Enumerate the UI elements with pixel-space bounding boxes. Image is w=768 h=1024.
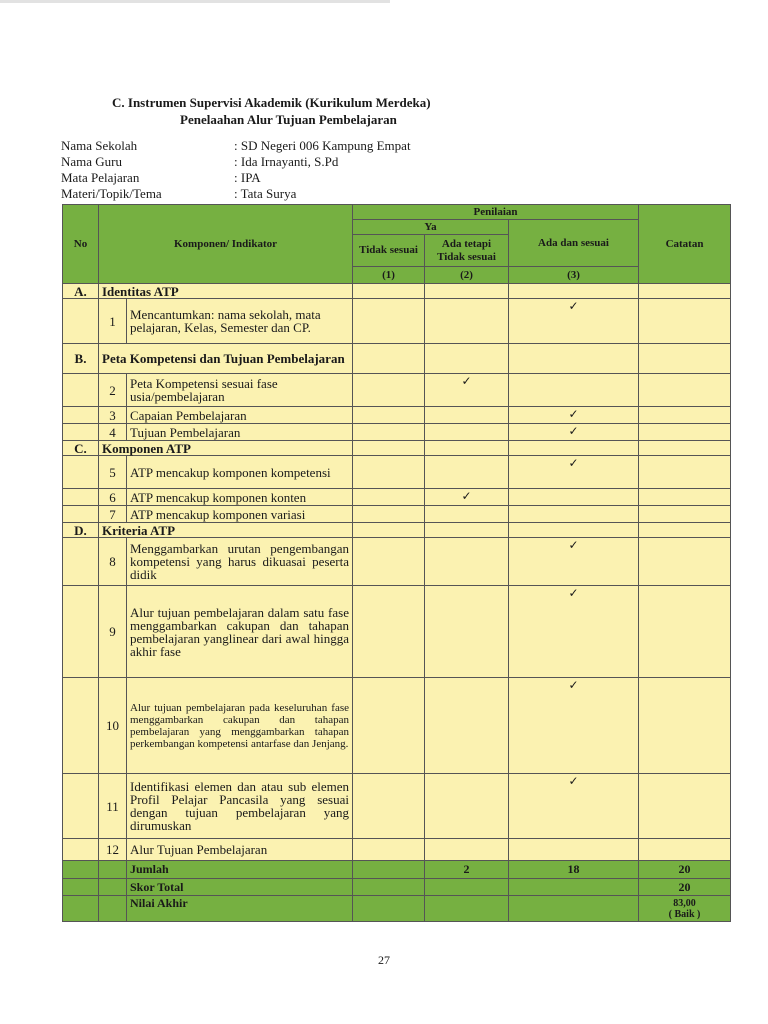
item-text: Alur tujuan pembelajaran pada keseluruhan fase menggambarkan cakupan dan tahapan pembelajaran yang menggambarkan tahapan perkembangan kompetensi antarfase dan Jenjang. [127, 678, 353, 774]
score-col3 [509, 489, 639, 506]
section-letter: C. [63, 441, 99, 456]
jumlah-catatan: 20 [639, 861, 731, 879]
table-row [63, 489, 731, 506]
table-row [63, 774, 731, 839]
table-row [63, 374, 731, 407]
item-number: 3 [99, 407, 127, 424]
score-col1 [353, 506, 425, 523]
score-col3: ✓ [509, 538, 639, 586]
score-col3 [509, 506, 639, 523]
score-col1 [353, 538, 425, 586]
section-row [63, 344, 731, 374]
score-col3: ✓ [509, 774, 639, 839]
item-number: 10 [99, 678, 127, 774]
item-number: 11 [99, 774, 127, 839]
score-col3: ✓ [509, 586, 639, 678]
table-row [63, 424, 731, 441]
document-title: C. Instrumen Supervisi Akademik (Kurikulum Merdeka) [112, 95, 431, 110]
section-title: Identitas ATP [99, 284, 353, 299]
score-col2: ✓ [425, 374, 509, 407]
item-number: 9 [99, 586, 127, 678]
score-col2 [425, 407, 509, 424]
section-row [63, 284, 731, 299]
jumlah-col3: 18 [509, 861, 639, 879]
nilai-akhir-value: 83,00 [673, 897, 696, 909]
header-tidak-sesuai: Tidak sesuai [353, 235, 425, 267]
table-row [63, 678, 731, 774]
header-ada-dan-sesuai: Ada dan sesuai [509, 220, 639, 267]
item-text: Alur tujuan pembelajaran dalam satu fase menggambarkan cakupan dan tahapan pembelajaran yanglinear dari awal hingga akhir fase [127, 586, 353, 678]
item-text: Alur Tujuan Pembelajaran [127, 839, 353, 861]
item-text: ATP mencakup komponen konten [127, 489, 353, 506]
item-text: Identifikasi elemen dan atau sub elemen Profil Pelajar Pancasila yang sesuai dengan tujuan pembelajaran yang dirumuskan [127, 774, 353, 839]
info-value: : Ida Irnayanti, S.Pd [234, 154, 339, 169]
header-col2: (2) [425, 267, 509, 284]
item-text: Capaian Pembelajaran [127, 407, 353, 424]
score-col1 [353, 489, 425, 506]
score-col3: ✓ [509, 678, 639, 774]
table-row [63, 839, 731, 861]
score-col3: ✓ [509, 456, 639, 489]
section-letter: B. [63, 344, 99, 374]
jumlah-label: Jumlah [127, 861, 353, 879]
jumlah-col2: 2 [425, 861, 509, 879]
table-row [63, 407, 731, 424]
item-number: 7 [99, 506, 127, 523]
info-label: Nama Guru [61, 154, 123, 169]
score-col3: ✓ [509, 299, 639, 344]
score-col3 [509, 839, 639, 861]
summary-row-skor-total [63, 879, 731, 896]
skor-total-value: 20 [639, 879, 731, 896]
score-col1 [353, 374, 425, 407]
table-row [63, 299, 731, 344]
score-col1 [353, 586, 425, 678]
section-title: Peta Kompetensi dan Tujuan Pembelajaran [99, 344, 353, 374]
score-col3: ✓ [509, 424, 639, 441]
item-number: 1 [99, 299, 127, 344]
summary-row-jumlah [63, 861, 731, 879]
score-col2 [425, 538, 509, 586]
item-number: 5 [99, 456, 127, 489]
section-title: Kriteria ATP [99, 523, 353, 538]
item-number: 6 [99, 489, 127, 506]
header-ada-tetapi: Ada tetapi Tidak sesuai [425, 235, 509, 267]
score-col2 [425, 774, 509, 839]
table-row [63, 456, 731, 489]
section-title: Komponen ATP [99, 441, 353, 456]
summary-row-nilai-akhir [63, 896, 731, 922]
score-col1 [353, 407, 425, 424]
table-row [63, 506, 731, 523]
skor-total-label: Skor Total [127, 879, 353, 896]
table-row [63, 538, 731, 586]
score-col1 [353, 839, 425, 861]
header-col3: (3) [509, 267, 639, 284]
item-number: 4 [99, 424, 127, 441]
section-row [63, 523, 731, 538]
item-text: Tujuan Pembelajaran [127, 424, 353, 441]
score-col1 [353, 678, 425, 774]
score-col3 [509, 374, 639, 407]
score-col2 [425, 299, 509, 344]
score-col2 [425, 586, 509, 678]
score-col2 [425, 456, 509, 489]
score-col2 [425, 424, 509, 441]
item-text: Peta Kompetensi sesuai fase usia/pembelajaran [127, 374, 353, 407]
item-text: Menggambarkan urutan pengembangan kompetensi yang harus dikuasai peserta didik [127, 538, 353, 586]
item-number: 8 [99, 538, 127, 586]
info-label: Mata Pelajaran [61, 170, 140, 185]
section-letter: D. [63, 523, 99, 538]
nilai-akhir-cell [639, 896, 731, 922]
score-col1 [353, 456, 425, 489]
score-col1 [353, 774, 425, 839]
assessment-table [62, 204, 731, 922]
score-col2: ✓ [425, 489, 509, 506]
header-row [63, 205, 731, 220]
item-text: Mencantumkan: nama sekolah, mata pelajaran, Kelas, Semester dan CP. [127, 299, 353, 344]
score-col2 [425, 839, 509, 861]
scan-edge-line [0, 0, 390, 3]
header-komponen: Komponen/ Indikator [99, 205, 353, 284]
header-no: No [63, 205, 99, 284]
info-value: : Tata Surya [234, 186, 297, 201]
item-number: 2 [99, 374, 127, 407]
item-text: ATP mencakup komponen variasi [127, 506, 353, 523]
item-number: 12 [99, 839, 127, 861]
nilai-akhir-label: Nilai Akhir [127, 896, 353, 922]
page-number: 27 [378, 953, 390, 967]
section-row [63, 441, 731, 456]
score-col1 [353, 424, 425, 441]
info-label: Nama Sekolah [61, 138, 138, 153]
document-subtitle: Penelaahan Alur Tujuan Pembelajaran [180, 112, 397, 127]
info-value: : SD Negeri 006 Kampung Empat [234, 138, 411, 153]
table-row [63, 586, 731, 678]
score-col2 [425, 678, 509, 774]
header-penilaian: Penilaian [353, 205, 639, 220]
section-letter: A. [63, 284, 99, 299]
info-label: Materi/Topik/Tema [61, 186, 162, 201]
header-catatan: Catatan [639, 205, 731, 284]
header-ya: Ya [353, 220, 509, 235]
score-col3: ✓ [509, 407, 639, 424]
score-col1 [353, 299, 425, 344]
score-col2 [425, 506, 509, 523]
item-text: ATP mencakup komponen kompetensi [127, 456, 353, 489]
nilai-akhir-grade: ( Baik ) [668, 908, 701, 920]
info-value: : IPA [234, 170, 261, 185]
header-col1: (1) [353, 267, 425, 284]
